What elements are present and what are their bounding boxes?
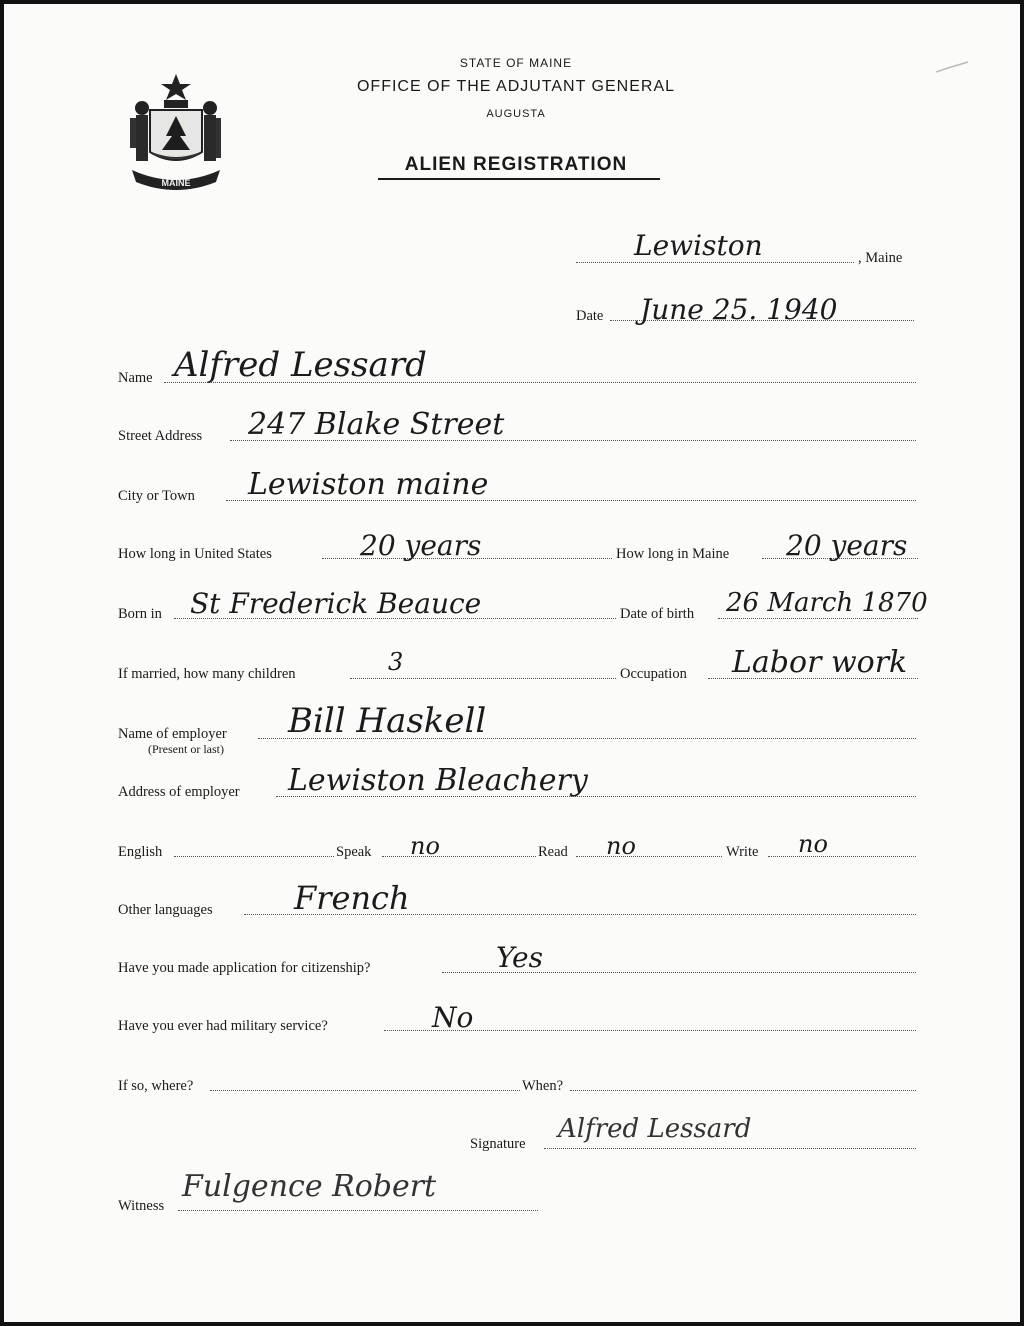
employer-address-value: Lewiston Bleachery — [288, 763, 588, 798]
other-languages-label: Other languages — [118, 902, 213, 918]
children-label: If married, how many children — [118, 666, 296, 682]
office-heading: OFFICE OF THE ADJUTANT GENERAL — [356, 78, 676, 95]
witness-label: Witness — [118, 1198, 165, 1214]
occupation-label: Occupation — [620, 666, 687, 682]
city-label: City or Town — [118, 488, 195, 504]
how-long-us-value: 20 years — [360, 529, 482, 562]
born-in-label: Born in — [118, 606, 162, 622]
date-label: Date — [576, 308, 604, 324]
occupation-value: Labor work — [732, 645, 908, 680]
maine-label: , Maine — [858, 250, 903, 266]
date-value: June 25. 1940 — [640, 293, 838, 326]
children-line — [350, 678, 616, 679]
write-value: no — [798, 830, 828, 858]
street-value: 247 Blake Street — [248, 407, 505, 442]
read-line — [576, 856, 722, 857]
employer-sub-label: (Present or last) — [148, 742, 224, 756]
speak-value: no — [410, 832, 440, 860]
employer-name-value: Bill Haskell — [288, 701, 487, 741]
street-label: Street Address — [118, 428, 203, 444]
write-label: Write — [726, 844, 759, 860]
employer-address-label: Address of employer — [118, 784, 240, 800]
signature-line — [544, 1148, 916, 1149]
military-label: Have you ever had military service? — [118, 1018, 328, 1034]
title-underline — [378, 178, 660, 180]
children-value: 3 — [388, 648, 404, 676]
seal-banner-text: MAINE — [161, 178, 191, 188]
name-label: Name — [118, 370, 153, 386]
when-line — [570, 1090, 916, 1091]
military-value: No — [432, 1001, 474, 1034]
citizenship-value: Yes — [496, 941, 543, 974]
if-so-where-label: If so, where? — [118, 1078, 194, 1094]
witness-line — [178, 1210, 538, 1211]
other-languages-value: French — [294, 879, 410, 917]
write-line — [768, 856, 916, 857]
speak-line — [382, 856, 536, 857]
citizenship-label: Have you made application for citizenship? — [118, 960, 371, 976]
when-label: When? — [522, 1078, 564, 1094]
read-label: Read — [538, 844, 568, 860]
witness-value: Fulgence Robert — [182, 1169, 437, 1204]
date-of-birth-value: 26 March 1870 — [726, 588, 928, 618]
employer-name-label: Name of employer — [118, 726, 227, 742]
date-of-birth-label: Date of birth — [620, 606, 695, 622]
english-label: English — [118, 844, 163, 860]
city-heading: AUGUSTA — [486, 108, 546, 120]
city-value: Lewiston maine — [248, 467, 489, 502]
date-of-birth-line — [718, 618, 918, 619]
signature-label: Signature — [470, 1136, 526, 1152]
form-title: ALIEN REGISTRATION — [404, 154, 628, 175]
how-long-maine-value: 20 years — [786, 529, 908, 562]
registration-form — [4, 4, 1020, 1322]
if-so-where-line — [210, 1090, 520, 1091]
state-heading: STATE OF MAINE — [459, 56, 573, 70]
how-long-maine-label: How long in Maine — [616, 546, 730, 562]
town-value: Lewiston — [634, 229, 763, 262]
born-in-value: St Frederick Beauce — [190, 587, 482, 620]
signature-value: Alfred Lessard — [558, 1114, 752, 1144]
english-line — [174, 856, 334, 857]
how-long-us-label: How long in United States — [118, 546, 272, 562]
speak-label: Speak — [336, 844, 372, 860]
town-line — [576, 262, 854, 263]
name-value: Alfred Lessard — [174, 345, 427, 385]
read-value: no — [606, 832, 636, 860]
